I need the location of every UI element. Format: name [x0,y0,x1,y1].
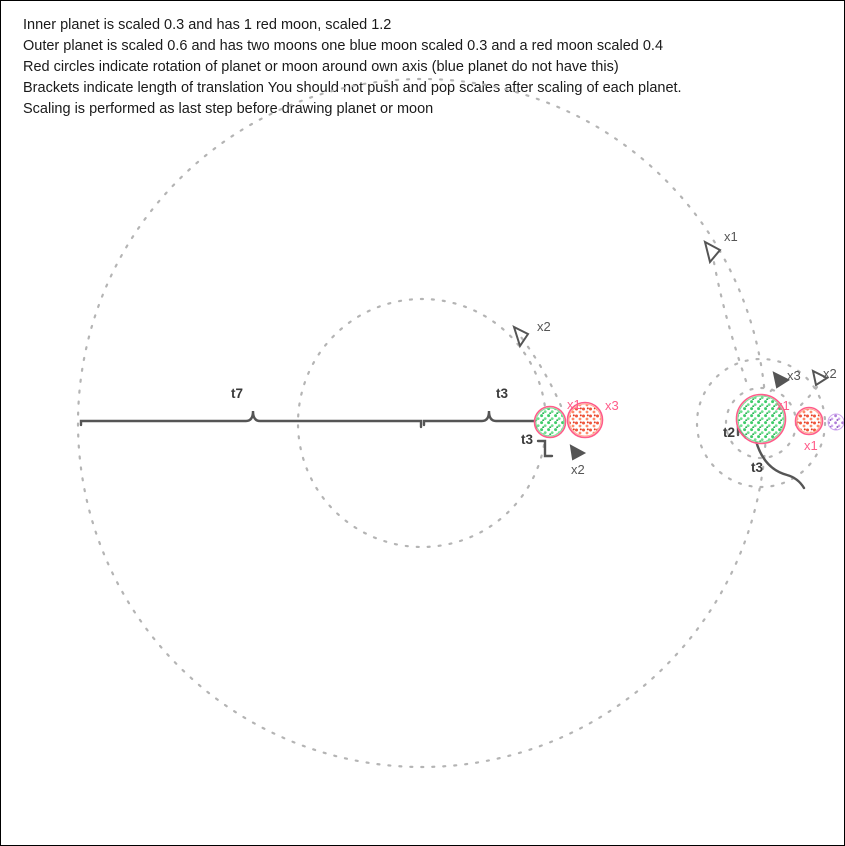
legend-line-3: Red circles indicate rotation of planet or moon around own axis (blue planet do not have this) [23,59,619,75]
label-x2-upper: x2 [537,319,551,334]
label-t3-right: t3 [751,460,764,475]
bracket-t7 [81,411,421,427]
label-x2-lower: x2 [571,462,585,477]
center-green-planet [536,408,564,436]
orbit-paths-group [78,79,825,767]
legend-line-2: Outer planet is scaled 0.6 and has two moons one blue moon scaled 0.3 and a red moon scaled 0.4 [23,38,664,54]
label-x2-right: x2 [823,366,837,381]
marker-triangle-x2-upper [514,327,528,346]
marker-triangle-x2-lower [571,446,584,459]
legend-line-1: Inner planet is scaled 0.3 and has 1 red moon, scaled 1.2 [23,17,392,33]
label-x1-inner: x1 [567,397,581,412]
label-x1-right-mid: x1 [776,398,790,413]
bodies-group [535,395,845,444]
legend-line-4: Brackets indicate length of translation You should not push and pop scales after scaling of each planet. [23,80,682,96]
orbit-diagram-canvas [1,1,845,846]
marker-triangle-x1-right-top [705,242,720,262]
label-t3-center-lower: t3 [521,432,534,447]
leader-line-x2-upper [521,337,561,406]
label-x1-right-low: x1 [804,438,818,453]
legend-line-5: Scaling is performed as last step before drawing planet or moon [23,101,434,117]
marker-triangle-x3-right [774,373,788,387]
bracket-t3-center [424,411,537,427]
translation-brackets-group [81,411,804,488]
right-blue-moon [828,414,844,430]
leader-line-x1-right-top [713,257,746,381]
label-t2-right: t2 [723,425,736,440]
label-x1-right-top: x1 [724,229,738,244]
leader-lines-group [521,257,820,406]
leader-line-x2-right [801,383,820,405]
label-x3-right: x3 [787,368,801,383]
label-t7-left: t7 [231,386,244,401]
bracket-t3-right [756,441,804,488]
right-red-moon [797,409,821,433]
bracket-t3-center-lower [538,441,552,456]
label-x3-inner: x3 [605,398,619,413]
label-t3-center: t3 [496,386,509,401]
